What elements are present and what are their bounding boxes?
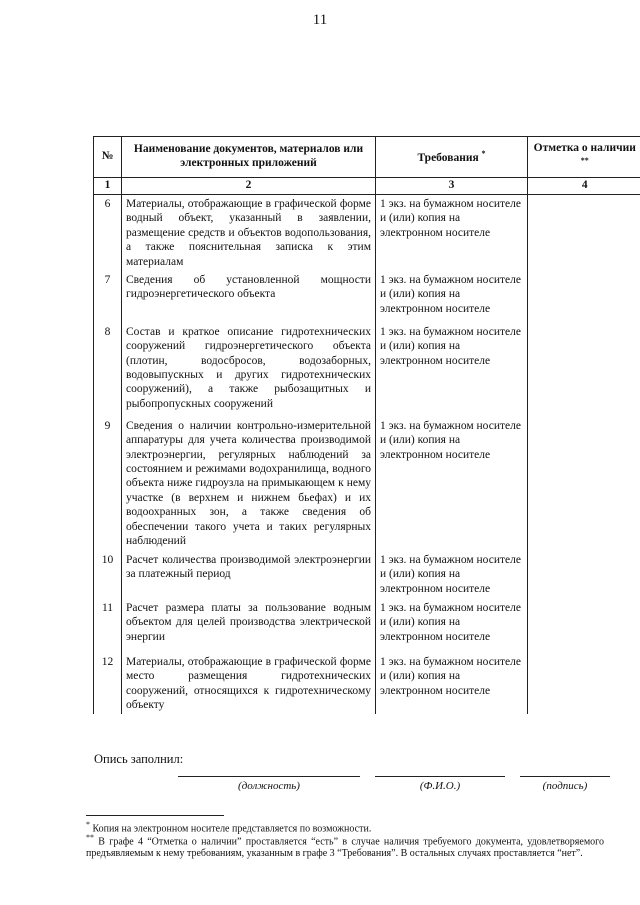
column-number: 4 xyxy=(528,178,640,195)
position-signature-line xyxy=(178,776,360,777)
row-requirements: 1 экз. на бумажном носителе и (или) копия на электронном носителе xyxy=(376,653,528,715)
row-number: 6 xyxy=(94,195,122,271)
column-number: 2 xyxy=(122,178,376,195)
row-availability xyxy=(528,599,640,653)
row-availability xyxy=(528,323,640,417)
header-name: Наименование документов, материалов или электронных приложений xyxy=(122,137,376,178)
footnote-1-text: Копия на электронном носителе представляется по возможности. xyxy=(92,823,372,835)
header-availability-footnote-mark: ** xyxy=(580,155,589,165)
row-requirements: 1 экз. на бумажном носителе и (или) копия на электронном носителе xyxy=(376,551,528,599)
header-availability-label: Отметка о наличии xyxy=(533,141,636,154)
row-number: 11 xyxy=(94,599,122,653)
header-requirements-label: Требования xyxy=(417,151,479,164)
position-caption: (должность) xyxy=(238,780,300,792)
table-row xyxy=(94,551,640,599)
footnote-2-mark: ** xyxy=(86,833,94,842)
page-number: 11 xyxy=(312,12,328,28)
row-requirements: 1 экз. на бумажном носителе и (или) копия на электронном носителе xyxy=(376,323,528,417)
row-availability xyxy=(528,271,640,323)
header-requirements xyxy=(376,137,528,178)
row-document-name: Сведения об установленной мощности гидроэнергетического объекта xyxy=(122,271,376,323)
header-requirements-footnote-mark: * xyxy=(481,148,486,158)
table-row xyxy=(94,653,640,715)
header-num: № xyxy=(94,137,122,178)
row-availability xyxy=(528,195,640,271)
documents-table xyxy=(93,136,640,714)
column-number-row xyxy=(94,178,640,195)
row-number: 10 xyxy=(94,551,122,599)
column-number: 3 xyxy=(376,178,528,195)
header-availability xyxy=(528,137,640,178)
row-document-name: Сведения о наличии контрольно-измерительной аппаратуры для учета количества производимой электроэнергии, регулярных наблюдений за состоянием и режимами водохранилища, водного объекта ниже гидроузла на примыкающем к нему участке (в верхнем и нижнем бьефах) и их водоохранных зон, а также сведения об обеспечении такого учета и таких регулярных наблюдений xyxy=(122,417,376,551)
table-row xyxy=(94,323,640,417)
table-row xyxy=(94,417,640,551)
row-availability xyxy=(528,551,640,599)
row-document-name: Расчет количества производимой электроэнергии за платежный период xyxy=(122,551,376,599)
signer-label: Опись заполнил: xyxy=(94,752,184,766)
row-requirements: 1 экз. на бумажном носителе и (или) копия на электронном носителе xyxy=(376,599,528,653)
row-number: 12 xyxy=(94,653,122,715)
row-requirements: 1 экз. на бумажном носителе и (или) копия на электронном носителе xyxy=(376,417,528,551)
row-availability xyxy=(528,653,640,715)
row-requirements: 1 экз. на бумажном носителе и (или) копия на электронном носителе xyxy=(376,271,528,323)
row-document-name: Состав и краткое описание гидротехнических сооружений гидроэнергетического объекта (плотин, водосбросов, водозаборных, водовыпускных и других гидротехнических сооружений), а также рыбозащитных и рыбопропускных сооружений xyxy=(122,323,376,417)
footnote-1-mark: * xyxy=(86,820,90,829)
sign-signature-line xyxy=(520,776,610,777)
row-document-name: Материалы, отображающие в графической форме водный объект, указанный в заявлении, размещение средств и объектов водопользования, а также пояснительная записка к этим материалам xyxy=(122,195,376,271)
column-number: 1 xyxy=(94,178,122,195)
row-document-name: Материалы, отображающие в графической форме место размещения гидротехнических сооружений, относящихся к гидротехническому объекту xyxy=(122,653,376,715)
name-signature-line xyxy=(375,776,505,777)
table-header-row xyxy=(94,137,640,178)
row-number: 7 xyxy=(94,271,122,323)
row-availability xyxy=(528,417,640,551)
name-caption: (Ф.И.О.) xyxy=(419,780,461,792)
row-number: 9 xyxy=(94,417,122,551)
footnote-2-text: В графе 4 “Отметка о наличии” проставляется “есть” в случае наличия требуемого документа, удовлетворяемого предъявляемым к нему требованиям, указанным в графе 3 “Требования”. В остальных случаях проставляется “нет”. xyxy=(86,836,604,860)
sign-caption: (подпись) xyxy=(542,780,588,792)
row-number: 8 xyxy=(94,323,122,417)
table-row xyxy=(94,195,640,271)
row-document-name: Расчет размера платы за пользование водным объектом для целей производства электрической энергии xyxy=(122,599,376,653)
table-row xyxy=(94,271,640,323)
table-row xyxy=(94,599,640,653)
row-requirements: 1 экз. на бумажном носителе и (или) копия на электронном носителе xyxy=(376,195,528,271)
footnote-separator xyxy=(86,815,224,816)
footnote-2 xyxy=(86,833,604,860)
